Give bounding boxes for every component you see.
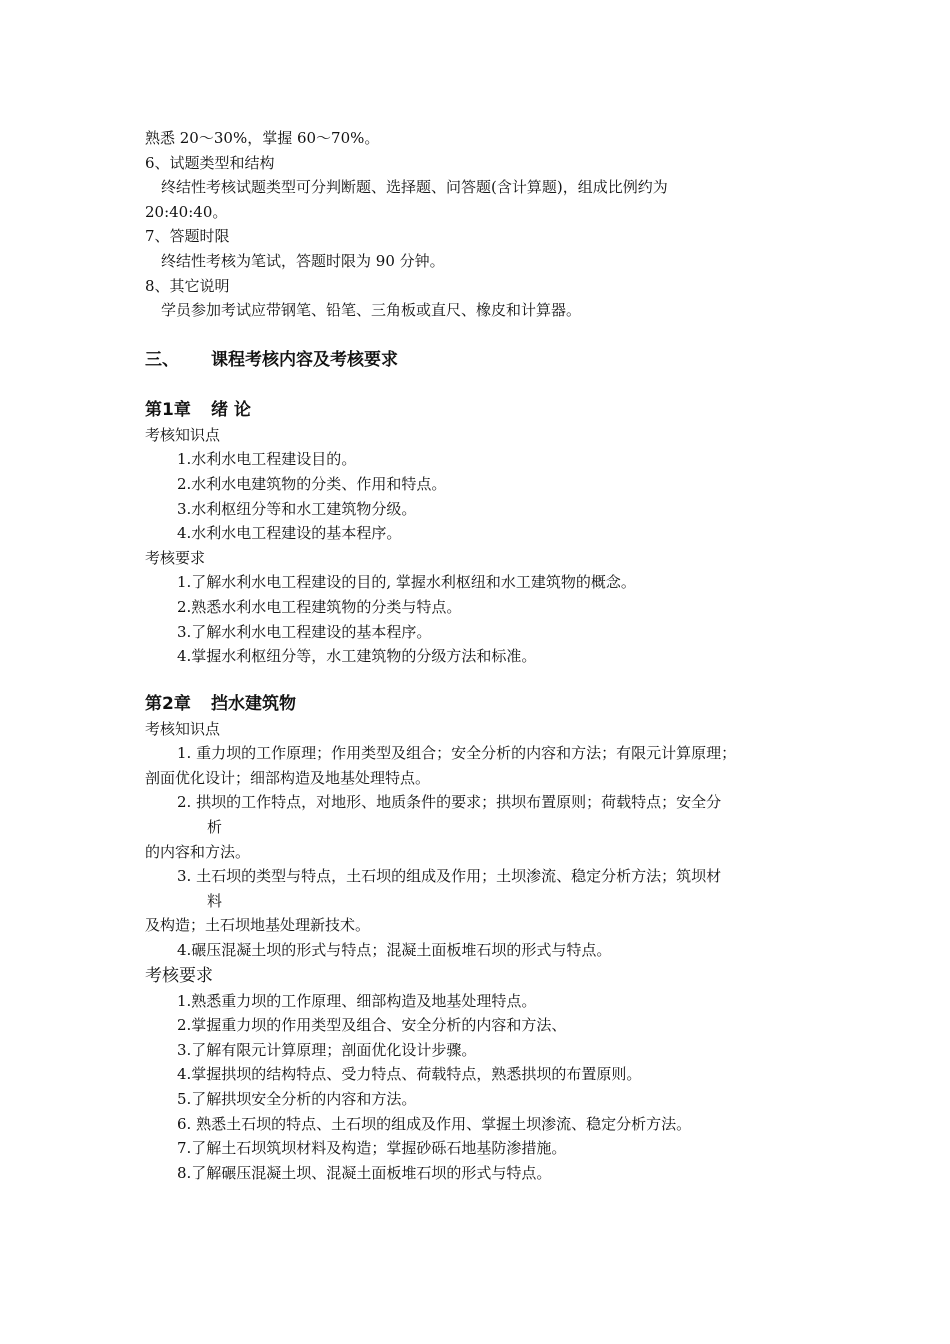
list-item: 6. 熟悉土石坝的特点、土石坝的组成及作用、掌握土坝渗流、稳定分析方法。 <box>177 1114 692 1133</box>
list-item-continuation: 料 <box>207 891 223 910</box>
paragraph-line: 学员参加考试应带钢笔、铅笔、三角板或直尺、橡皮和计算器。 <box>161 301 582 320</box>
list-item: 3.水利枢纽分等和水工建筑物分级。 <box>177 499 417 518</box>
chapter-title: 挡水建筑物 <box>211 693 296 714</box>
section-heading <box>145 347 810 373</box>
list-item-continuation: 及构造；土石坝地基处理新技术。 <box>145 916 371 935</box>
paragraph-line: 终结性考核为笔试，答题时限为 90 分钟。 <box>161 251 445 270</box>
list-item: 2.熟悉水利水电工程建筑物的分类与特点。 <box>177 597 462 616</box>
list-item: 4.掌握拱坝的结构特点、受力特点、荷载特点，熟悉拱坝的布置原则。 <box>177 1065 642 1084</box>
section-number: 三、 <box>145 349 179 370</box>
list-item: 1.水利水电工程建设目的。 <box>177 450 357 469</box>
list-item: 1. 重力坝的工作原理；作用类型及组合；安全分析的内容和方法；有限元计算原理； <box>177 744 737 763</box>
list-item: 2.水利水电建筑物的分类、作用和特点。 <box>177 474 447 493</box>
subheading-requirements: 考核要求 <box>145 548 206 567</box>
list-item-continuation: 析 <box>207 818 223 837</box>
chapter-number: 第1章 <box>145 399 191 420</box>
chapter-number: 第2章 <box>145 693 191 714</box>
paragraph-line: 20:40:40。 <box>145 202 228 221</box>
chapter-heading <box>145 691 810 717</box>
list-item: 3.了解有限元计算原理；剖面优化设计步骤。 <box>177 1040 477 1059</box>
subheading-knowledge: 考核知识点 <box>145 425 221 444</box>
list-item: 3.了解水利水电工程建设的基本程序。 <box>177 622 432 641</box>
list-item-continuation: 的内容和方法。 <box>145 842 251 861</box>
chapter-heading <box>145 397 810 423</box>
list-item: 1.了解水利水电工程建设的目的, 掌握水利枢纽和水工建筑物的概念。 <box>177 573 636 592</box>
subheading-knowledge: 考核知识点 <box>145 719 221 738</box>
section-title: 课程考核内容及考核要求 <box>211 349 398 370</box>
list-item-continuation: 剖面优化设计；细部构造及地基处理特点。 <box>145 768 431 787</box>
list-item: 4.掌握水利枢纽分等，水工建筑物的分级方法和标准。 <box>177 647 537 666</box>
chapter-title: 绪 论 <box>211 399 251 420</box>
list-item: 5.了解拱坝安全分析的内容和方法。 <box>177 1090 417 1108</box>
list-item: 4.水利水电工程建设的基本程序。 <box>177 524 402 543</box>
list-item: 3. 土石坝的类型与特点，土石坝的组成及作用；土坝渗流、稳定分析方法；筑坝材 <box>177 867 722 886</box>
list-item: 2.掌握重力坝的作用类型及组合、安全分析的内容和方法、 <box>177 1016 567 1035</box>
list-item: 1.熟悉重力坝的工作原理、细部构造及地基处理特点。 <box>177 991 537 1010</box>
list-item: 8.了解碾压混凝土坝、混凝土面板堆石坝的形式与特点。 <box>177 1163 552 1182</box>
paragraph-line: 终结性考核试题类型可分判断题、选择题、问答题(含计算题)，组成比例约为 <box>161 178 668 197</box>
numbered-heading: 8、其它说明 <box>145 276 230 295</box>
list-item: 7.了解土石坝筑坝材料及构造；掌握砂砾石地基防渗措施。 <box>177 1139 567 1158</box>
list-item: 2. 拱坝的工作特点，对地形、地质条件的要求；拱坝布置原则；荷载特点；安全分 <box>177 793 722 812</box>
list-item: 4.碾压混凝土坝的形式与特点；混凝土面板堆石坝的形式与特点。 <box>177 941 612 960</box>
subheading-requirements: 考核要求 <box>145 965 213 986</box>
document-body <box>145 126 810 1185</box>
numbered-heading: 6、试题类型和结构 <box>145 153 275 172</box>
numbered-heading: 7、答题时限 <box>145 227 230 246</box>
text-line: 熟悉 20～30%，掌握 60～70%。 <box>145 129 380 147</box>
